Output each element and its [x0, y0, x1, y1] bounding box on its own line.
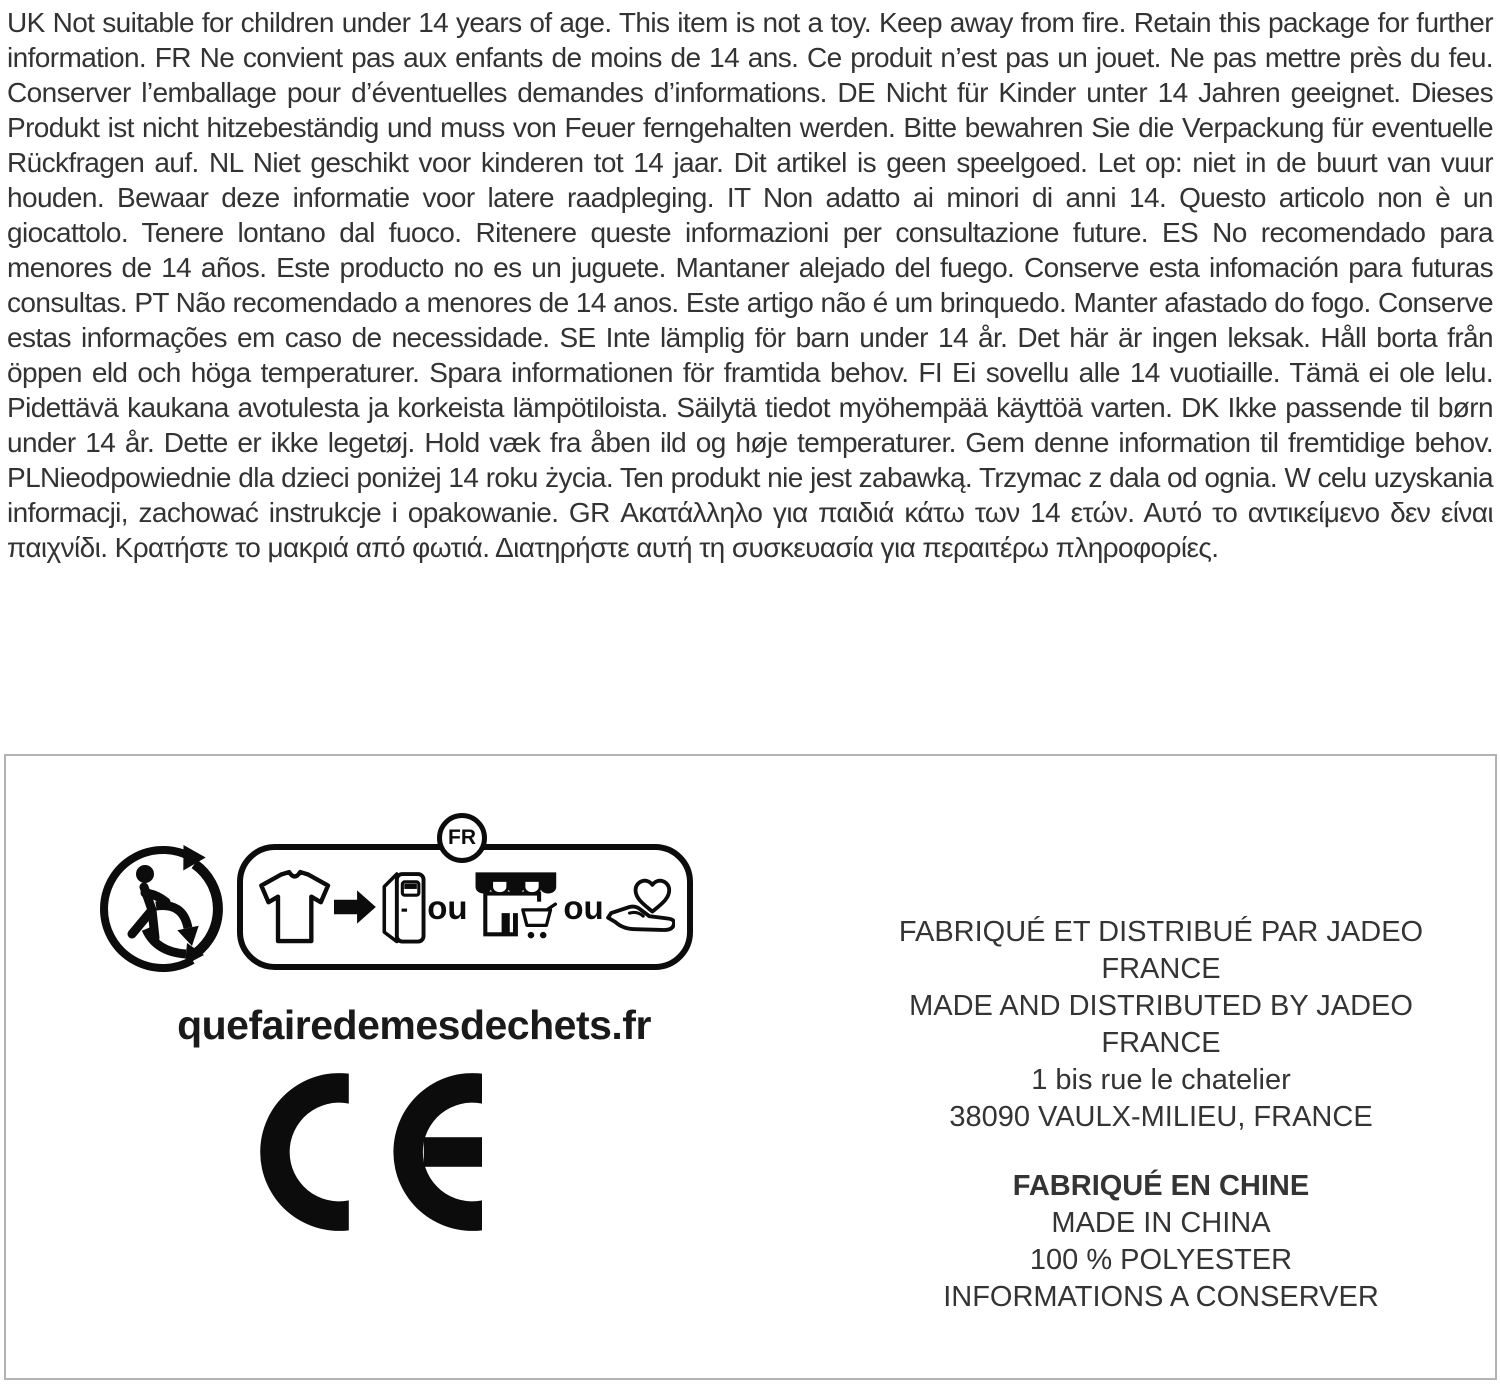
collection-bin-icon: [378, 866, 427, 948]
origin-line: FABRIQUÉ EN CHINE: [1012, 1170, 1310, 1202]
origin-line: INFORMATIONS A CONSERVER: [943, 1281, 1379, 1313]
ce-mark-icon: [260, 1072, 482, 1232]
website-label: quefairedemesdechets.fr: [177, 1002, 651, 1048]
fr-badge: FR: [437, 813, 487, 863]
distributor-line: MADE AND DISTRIBUTED BY JADEO FRANCE: [909, 990, 1413, 1059]
arrow-right-icon: [334, 886, 377, 928]
distributor-line: 1 bis rue le chatelier: [1031, 1064, 1291, 1096]
store-cart-icon: [469, 863, 563, 951]
origin-line: MADE IN CHINA: [1051, 1207, 1271, 1239]
label-info-box: [4, 754, 1497, 1380]
or-label: ou: [563, 888, 604, 926]
origin-block: [851, 1168, 1471, 1316]
multilingual-warning-text: UK Not suitable for children under 14 years of age. This item is not a toy. Keep away from fire. Retain this package for further information. FR Ne convient pas aux enfants de moins de 14 ans. Ce produit n’est pas un jouet. Ne pas mettre près du feu. Conserver l’emballage pour d’éventuelles demandes d’informations. DE Nicht für Kinder unter 14 Jahren geeignet. Dieses Produkt ist nicht hitzebeständig und muss von Feuer ferngehalten werden. Bitte bewahren Sie die Verpackung für eventuelle Rückfragen auf. NL Niet geschikt voor kinderen tot 14 jaar. Dit artikel is geen speelgoed. Let op: niet in de buurt van vuur houden. Bewaar deze informatie voor latere raadpleging. IT Non adatto ai minori di anni 14. Questo articolo non è un giocattolo. Tenere lontano dal fuoco. Ritenere queste informazioni per consultazione future. ES No recomendado para menores de 14 años. Este producto no es un juguete. Mantaner alejado del fuego. Conserve esta infomación para futuras consultas. PT Não recomendado a menores de 14 anos. Este artigo não é um brinquedo. Manter afastado do fogo. Conserve estas informações em caso de necessidade. SE Inte lämplig för barn under 14 år. Det här är ingen leksak. Håll borta från öppen eld och höga temperaturer. Spara informationen för framtida behov. FI Ei sovellu alle 14 vuotiaille. Tämä ei ole lelu. Pidettävä kaukana avotulesta ja korkeista lämpötiloista. Säilytä tiedot myöhempää käyttöä varten. DK Ikke passende til børn under 14 år. Dette er ikke legetøj. Hold væk fra åben ild og høje temperaturer. Gem denne information til fremtidige behov. PLNieodpowiednie dla dzieci poniżej 14 roku życia. Ten produkt nie jest zabawką. Trzymac z dala od ognia. W celu uzyskania informacji, zachować instrukcje i opakowanie. GR Ακατάλληλο για παιδιά κάτω των 14 ετών. Αυτό το αντικείμενο δεν είναι παιχνίδι. Κρατήστε το μακριά από φωτιά. Διατηρήστε αυτή τη συσκευασία για περαιτέρω πληροφορίες.: [7, 7, 1493, 563]
distributor-line: FABRIQUÉ ET DISTRIBUÉ PAR JADEO FRANCE: [898, 916, 1424, 985]
triman-recycle-icon: [98, 844, 228, 974]
distributor-line: 38090 VAULX-MILIEU, FRANCE: [949, 1101, 1373, 1133]
or-label: ou: [427, 888, 468, 926]
tshirt-icon: [255, 865, 334, 949]
origin-line: 100 % POLYESTER: [1029, 1244, 1293, 1276]
hand-heart-icon: [605, 864, 675, 950]
distributor-block: [851, 914, 1471, 1136]
manufacturer-info: [851, 914, 1471, 1316]
sorting-instructions-panel: [237, 844, 693, 970]
